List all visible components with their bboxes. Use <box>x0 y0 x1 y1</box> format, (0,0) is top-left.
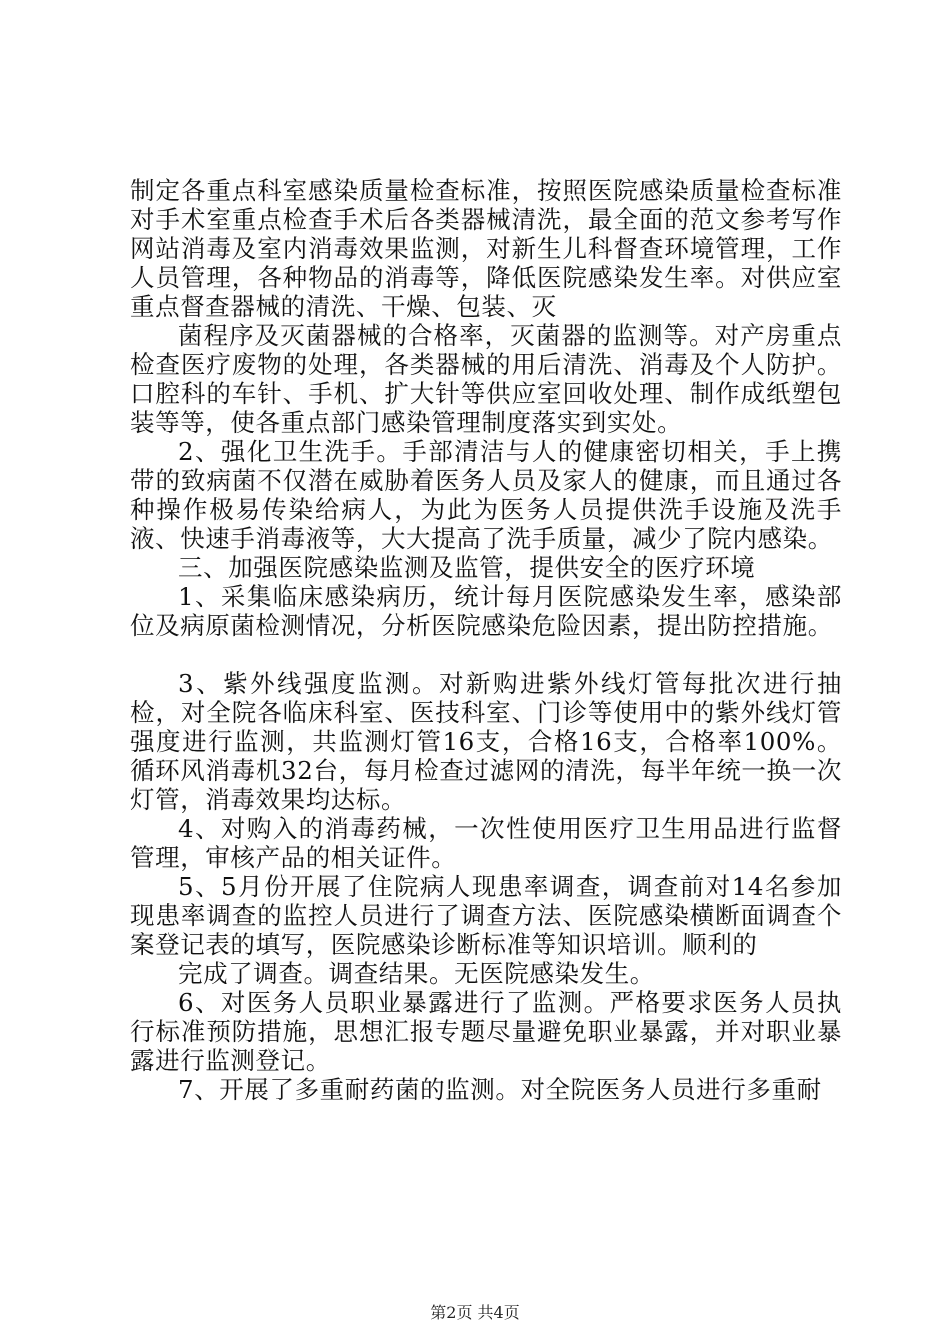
section-heading-3: 三、加强医院感染监测及监管，提供安全的医疗环境 <box>178 553 756 582</box>
paragraph-item-4: 4、对购入的消毒药械，一次性使用医疗卫生用品进行监督管理，审核产品的相关证件。 <box>130 814 842 872</box>
paragraph-item-3: 3、紫外线强度监测。对新购进紫外线灯管每批次进行抽检，对全院各临床科室、医技科室、门诊等使用中的紫外线灯管强度进行监测，共监测灯管16支，合格16支，合格率100%。循环风消毒机32台，每月检查过滤网的清洗，每半年统一换一次灯管，消毒效果均达标。 <box>130 669 842 814</box>
paragraph-item-1: 1、采集临床感染病历，统计每月医院感染发生率，感染部位及病原菌检测情况，分析医院感染危险因素，提出防控措施。 <box>130 582 842 640</box>
paragraph-gap <box>130 640 842 669</box>
paragraph-item-5: 5、5月份开展了住院病人现患率调查，调查前对14名参加现患率调查的监控人员进行了调查方法、医院感染横断面调查个案登记表的填写，医院感染诊断标准等知识培训。顺利的 <box>130 872 842 959</box>
page-number-footer: 第2页 共4页 <box>430 1303 520 1322</box>
paragraph-item-6: 6、对医务人员职业暴露进行了监测。严格要求医务人员执行标准预防措施，思想汇报专题尽量避免职业暴露，并对职业暴露进行监测登记。 <box>130 988 842 1075</box>
document-body <box>130 176 842 1104</box>
paragraph-1: 制定各重点科室感染质量检查标准，按照医院感染质量检查标准对手术室重点检查手术后各类器械清洗，最全面的范文参考写作网站消毒及室内消毒效果监测，对新生儿科督查环境管理，工作人员管理，各种物品的消毒等，降低医院感染发生率。对供应室重点督查器械的清洗、干燥、包装、灭 <box>130 176 842 321</box>
paragraph-item-7: 7、开展了多重耐药菌的监测。对全院医务人员进行多重耐 <box>178 1075 822 1104</box>
paragraph-2: 菌程序及灭菌器械的合格率，灭菌器的监测等。对产房重点检查医疗废物的处理，各类器械的用后清洗、消毒及个人防护。口腔科的车针、手机、扩大针等供应室回收处理、制作成纸塑包装等等，使各重点部门感染管理制度落实到实处。 <box>130 321 842 437</box>
paragraph-3: 2、强化卫生洗手。手部清洁与人的健康密切相关，手上携带的致病菌不仅潜在威胁着医务人员及家人的健康，而且通过各种操作极易传染给病人，为此为医务人员提供洗手设施及洗手液、快速手消毒液等，大大提高了洗手质量，减少了院内感染。 <box>130 437 842 553</box>
paragraph-item-5-continued: 完成了调查。调查结果。无医院感染发生。 <box>178 959 655 988</box>
